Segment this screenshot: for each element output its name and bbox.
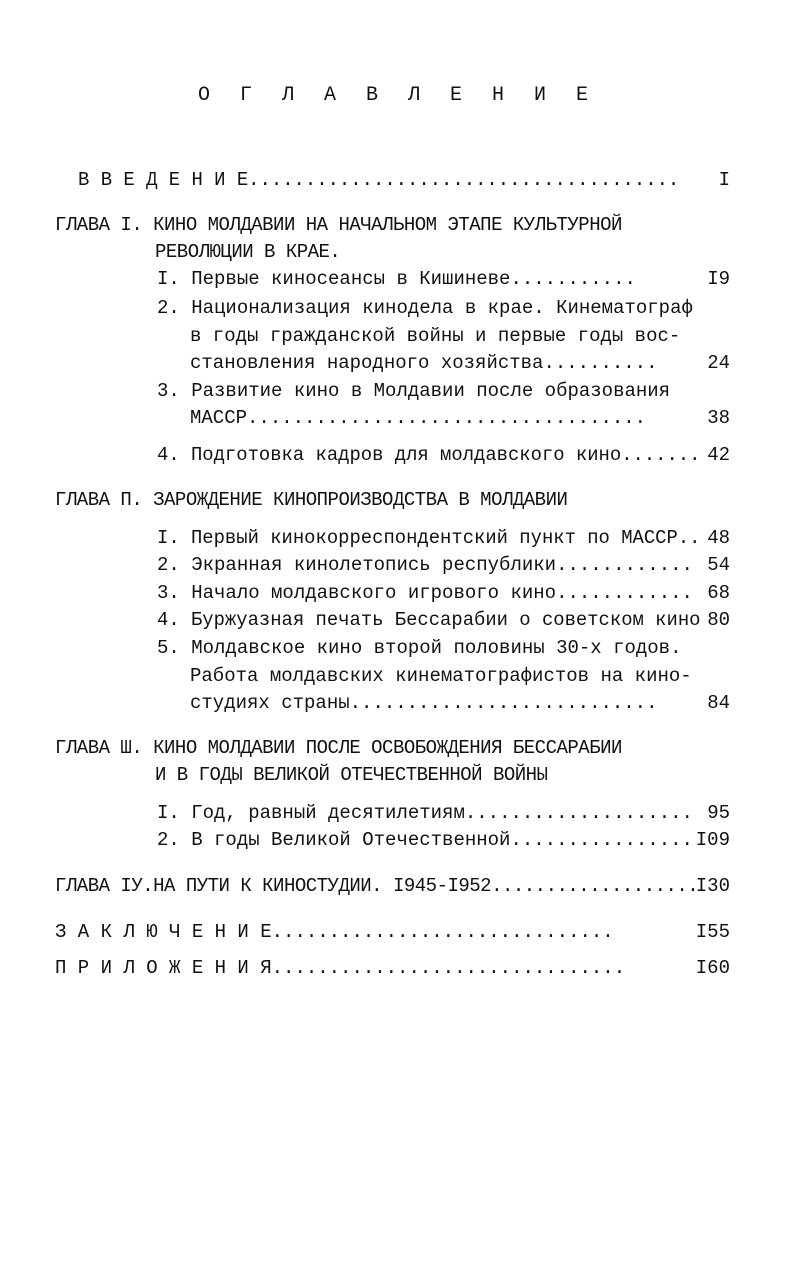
toc-entry-3-2[interactable] — [157, 827, 693, 853]
toc-entry-1-3[interactable]: 3. Развитие кино в Молдавии после образования — [157, 380, 671, 402]
page-number: 38 — [707, 407, 730, 429]
page-number: 42 — [707, 444, 730, 466]
page-number: I09 — [695, 829, 730, 851]
conclusion-label: З А К Л Ю Ч Е Н И Е — [55, 921, 272, 943]
leader-dots: ........... — [510, 268, 636, 290]
entry-text-cont — [190, 405, 646, 431]
page-title: О Г Л А В Л Е Н И Е — [197, 84, 598, 107]
toc-entry-2-4[interactable]: 4. Буржуазная печать Бессарабии о советском кино — [157, 609, 701, 631]
page-number: 84 — [707, 692, 730, 714]
entry-text-cont — [190, 350, 658, 376]
entry-text: I. Год, равный десятилетиям — [157, 802, 465, 824]
toc-entry-appendix[interactable] — [55, 955, 625, 981]
toc-entry-1-2[interactable]: 2. Национализация кинодела в крае. Кинематограф — [157, 297, 693, 319]
leader-dots: ...................................... — [248, 169, 680, 191]
entry-text: МАССР — [190, 407, 248, 429]
toc-entry-introduction[interactable] — [78, 167, 700, 193]
entry-text-cont: Работа молдавских кинематографистов на кино- — [190, 665, 692, 687]
leader-dots: ................ — [510, 829, 693, 851]
page-number: I30 — [695, 875, 730, 897]
leader-dots: ................................... — [247, 407, 647, 429]
entry-text: 3. Начало молдавского игрового кино — [157, 582, 557, 604]
page-number: I60 — [695, 957, 730, 979]
introduction-label: В В Е Д Е Н И Е — [78, 169, 249, 191]
leader-dots: .............................. — [271, 921, 614, 943]
leader-dots: .................... — [464, 802, 693, 824]
entry-text: I. Первый кинокорреспондентский пункт по МАССР — [157, 527, 678, 549]
toc-entry-2-5[interactable]: 5. Молдавское кино второй половины 30-х годов. — [157, 637, 682, 659]
leader-dots: .......... — [543, 352, 658, 374]
page-number: I55 — [695, 921, 730, 943]
toc-entry-2-2[interactable] — [157, 552, 693, 578]
page-number: 54 — [707, 554, 730, 576]
page-number: 80 — [707, 609, 730, 631]
chapter1-heading[interactable]: ГЛАВА I. КИНО МОЛДАВИИ НА НАЧАЛЬНОМ ЭТАПЕ КУЛЬТУРНОЙ — [55, 214, 622, 236]
chapter1-heading-cont: РЕВОЛЮЦИИ В КРАЕ. — [155, 241, 341, 263]
toc-entry-2-1[interactable] — [157, 525, 700, 551]
leader-dots: ............................... — [271, 957, 626, 979]
introduction-page: I — [718, 169, 730, 191]
toc-entry-conclusion[interactable] — [55, 919, 614, 945]
leader-dots: ........................... — [349, 692, 658, 714]
page-number: 24 — [707, 352, 730, 374]
toc-entry-1-1[interactable] — [157, 266, 636, 292]
chapter4-heading[interactable] — [55, 873, 698, 899]
chapter3-heading[interactable]: ГЛАВА Ш. КИНО МОЛДАВИИ ПОСЛЕ ОСВОБОЖДЕНИЯ БЕССАРАБИИ — [55, 737, 622, 759]
leader-dots: ............ — [556, 554, 693, 576]
entry-text: студиях страны — [190, 692, 350, 714]
page-number: 48 — [707, 527, 730, 549]
entry-text: 4. Подготовка кадров для молдавского кино — [157, 444, 622, 466]
entry-text-cont: в годы гражданской войны и первые годы вос- — [190, 325, 681, 347]
toc-entry-1-4[interactable] — [157, 442, 700, 468]
toc-entry-3-1[interactable] — [157, 800, 693, 826]
entry-text: 2. Экранная кинолетопись республики — [157, 554, 557, 576]
entry-text: I. Первые киносеансы в Кишиневе — [157, 268, 511, 290]
entry-text: ГЛАВА IУ.НА ПУТИ К КИНОСТУДИИ. I945-I952 — [55, 875, 492, 897]
entry-text: 2. В годы Великой Отечественной — [157, 829, 511, 851]
leader-dots: .. — [677, 527, 701, 549]
chapter3-heading-cont: И В ГОДЫ ВЕЛИКОЙ ОТЕЧЕСТВЕННОЙ ВОЙНЫ — [155, 764, 548, 786]
page-number: 68 — [707, 582, 730, 604]
page-number: 95 — [707, 802, 730, 824]
leader-dots: ....... — [621, 444, 701, 466]
entry-text: становления народного хозяйства — [190, 352, 544, 374]
page-number: I9 — [707, 268, 730, 290]
leader-dots: ................... — [491, 875, 699, 897]
appendix-label: П Р И Л О Ж Е Н И Я — [55, 957, 272, 979]
toc-entry-2-3[interactable] — [157, 580, 693, 606]
leader-dots: ............ — [556, 582, 693, 604]
entry-text-cont — [190, 690, 658, 716]
chapter2-heading[interactable]: ГЛАВА П. ЗАРОЖДЕНИЕ КИНОПРОИЗВОДСТВА В МОЛДАВИИ — [55, 489, 568, 511]
